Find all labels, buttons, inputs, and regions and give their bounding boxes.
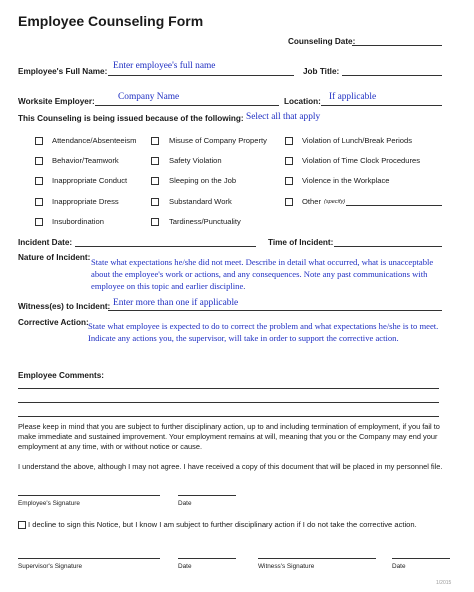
employee-signature-date-label: Date: [178, 500, 192, 507]
reason-sleeping: Sleeping on the Job: [169, 176, 237, 185]
employee-name-label: Employee's Full Name:: [18, 67, 108, 76]
location-hint: If applicable: [329, 92, 377, 102]
reason-safety: Safety Violation: [169, 156, 222, 165]
checkbox-misuse-property[interactable]: [151, 137, 159, 145]
worksite-employer-label: Worksite Employer:: [18, 97, 95, 106]
employee-name-hint: Enter employee's full name: [113, 61, 216, 71]
reason-insubordination: Insubordination: [52, 217, 104, 226]
reason-hint: Select all that apply: [246, 112, 321, 122]
reason-misuse-property: Misuse of Company Property: [169, 136, 267, 145]
checkbox-attendance[interactable]: [35, 137, 43, 145]
checkbox-other[interactable]: [285, 198, 293, 206]
supervisor-signature-date-field[interactable]: [178, 558, 236, 559]
reason-conduct: Inappropriate Conduct: [52, 176, 128, 185]
page-marker: 1/2015: [436, 580, 452, 586]
location-field[interactable]: [321, 105, 442, 106]
checkbox-tardiness[interactable]: [151, 218, 159, 226]
checkbox-violence[interactable]: [285, 177, 293, 185]
reason-behavior: Behavior/Teamwork: [52, 156, 119, 165]
checkbox-lunch-break[interactable]: [285, 137, 293, 145]
reason-lunch-break: Violation of Lunch/Break Periods: [302, 136, 413, 145]
decline-checkbox[interactable]: [18, 521, 26, 529]
checkbox-sleeping[interactable]: [151, 177, 159, 185]
comment-line-3[interactable]: [18, 416, 439, 417]
incident-date-field[interactable]: [75, 246, 256, 247]
checkbox-behavior[interactable]: [35, 157, 43, 165]
comment-line-2[interactable]: [18, 402, 439, 403]
witness-signature-label: Witness's Signature: [258, 563, 315, 570]
incident-date-label: Incident Date:: [18, 238, 73, 247]
reason-intro: This Counseling is being issued because of the following:: [18, 114, 244, 123]
comment-line-1[interactable]: [18, 388, 439, 389]
decline-text: I decline to sign this Notice, but I know I am subject to further disciplinary action if I do not take the corrective action.: [28, 520, 417, 529]
nature-label: Nature of Incident:: [18, 253, 91, 262]
supervisor-signature-field[interactable]: [18, 558, 160, 559]
corrective-hint: State what employee is expected to do to correct the problem and what expectations he/she is to meet. Indicate any actions you, the supervisor, will take in order to support the corrective action.: [88, 321, 439, 343]
location-label: Location:: [284, 97, 321, 106]
witness-signature-field[interactable]: [258, 558, 376, 559]
reason-tardiness: Tardiness/Punctuality: [169, 217, 241, 226]
witness-field[interactable]: [108, 310, 442, 311]
reason-dress: Inappropriate Dress: [52, 197, 119, 206]
worksite-employer-field[interactable]: [95, 105, 279, 106]
corrective-label: Corrective Action:: [18, 318, 89, 327]
witness-signature-date-field[interactable]: [392, 558, 450, 559]
reason-violence: Violence in the Workplace: [302, 176, 390, 185]
disclaimer-text: Please keep in mind that you are subject to further disciplinary action, up to and including termination of employment, if you fail to make immediate and sustained improvement. Your employment remains at will, meaning that you or the Company may end your employment at any time, with or without notice or cause.: [18, 422, 440, 452]
employee-name-field[interactable]: [108, 75, 294, 76]
form-title: Employee Counseling Form: [18, 13, 204, 29]
checkbox-substandard[interactable]: [151, 198, 159, 206]
nature-hint: State what expectations he/she did not meet. Describe in detail what occurred, what is unacceptable about the employee's work or actions, and any consequences. Note any past communications with employee on this topic and earlier discipline.: [91, 257, 434, 291]
checkbox-dress[interactable]: [35, 198, 43, 206]
witness-label: Witness(es) to Incident:: [18, 302, 111, 311]
witness-signature-date-label: Date: [392, 563, 406, 570]
reason-other: Other: [302, 197, 321, 206]
other-specify-note: (specify): [324, 199, 346, 205]
reason-substandard: Substandard Work: [169, 197, 232, 206]
acknowledgement-text: I understand the above, although I may not agree. I have received a copy of this document that will be placed in my personnel file.: [18, 462, 443, 471]
reason-time-clock: Violation of Time Clock Procedures: [302, 156, 421, 165]
checkbox-insubordination[interactable]: [35, 218, 43, 226]
incident-time-label: Time of Incident:: [268, 238, 334, 247]
employee-signature-date-field[interactable]: [178, 495, 236, 496]
checkbox-conduct[interactable]: [35, 177, 43, 185]
job-title-field[interactable]: [342, 75, 442, 76]
incident-time-field[interactable]: [334, 246, 442, 247]
supervisor-signature-date-label: Date: [178, 563, 192, 570]
counseling-date-field[interactable]: [352, 45, 442, 46]
supervisor-signature-label: Supervisor's Signature: [18, 563, 83, 570]
comments-label: Employee Comments:: [18, 371, 104, 380]
witness-hint: Enter more than one if applicable: [113, 298, 239, 308]
checkbox-safety[interactable]: [151, 157, 159, 165]
other-specify-field[interactable]: [346, 205, 442, 206]
job-title-label: Job Title:: [303, 67, 340, 76]
checkbox-time-clock[interactable]: [285, 157, 293, 165]
counseling-date-label: Counseling Date:: [288, 37, 356, 46]
employee-signature-label: Employee's Signature: [18, 500, 80, 507]
reason-attendance: Attendance/Absenteeism: [52, 136, 137, 145]
employee-signature-field[interactable]: [18, 495, 160, 496]
worksite-employer-hint: Company Name: [118, 92, 180, 102]
